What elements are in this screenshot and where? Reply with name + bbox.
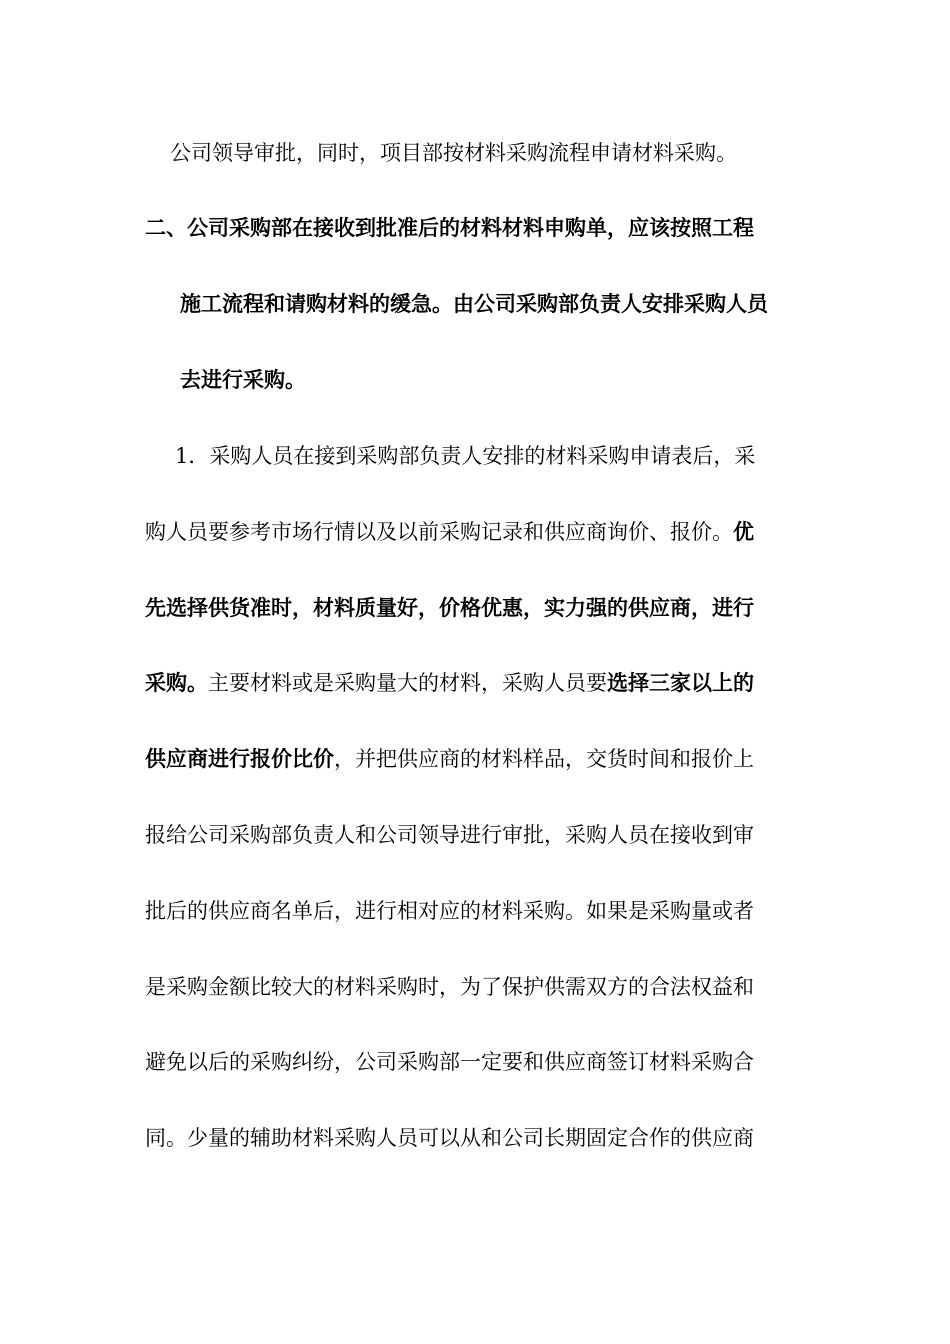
paragraph-line [145,1123,754,1153]
text-run: 同。少量的辅助材料采购人员可以从和公司长期固定合作的供应商 [145,1126,754,1150]
paragraph-line [145,668,754,698]
paragraph-line [145,972,754,1002]
text-run: 购人员要参考市场行情以及以前采购记录和供应商询价、报价。 [145,520,733,544]
section-heading-line [180,289,768,319]
emphasis-run: 供应商进行报价比价 [145,746,334,771]
text-run: 批后的供应商名单后，进行相对应的材料采购。如果是采购量或者 [145,899,754,923]
text-run: 施工流程和请购材料的缓急。由公司采购部负责人安排采购人员 [180,291,768,316]
paragraph-line [145,1047,754,1077]
paragraph-line [175,441,755,471]
paragraph-line [145,593,754,623]
emphasis-run: 先选择供货准时，材料质量好，价格优惠，实力强的供应商，进行 [145,595,754,620]
paragraph-line [145,517,754,547]
paragraph-line [145,820,754,850]
section-heading-line [180,365,306,395]
text-run: 公司领导审批，同时，项目部按材料采购流程申请材料采购。 [170,141,737,165]
text-run: 报给公司采购部负责人和公司领导进行审批，采购人员在接收到审 [145,823,754,847]
text-run: 去进行采购。 [180,367,306,392]
text-run: 避免以后的采购纠纷，公司采购部一定要和供应商签订材料采购合 [145,1050,754,1074]
section-heading-line [145,213,754,243]
text-run: ，并把供应商的材料样品，交货时间和报价上 [334,747,754,771]
paragraph-line [145,896,754,926]
emphasis-run: 选择三家以上的 [607,670,754,695]
text-run: 是采购金额比较大的材料采购时，为了保护供需双方的合法权益和 [145,975,754,999]
text-run: 主要材料或是采购量大的材料，采购人员要 [208,671,607,695]
text-run: 二、公司采购部在接收到批准后的材料材料申购单，应该按照工程 [145,215,754,240]
text-run: 1．采购人员在接到采购部负责人安排的材料采购申请表后，采 [175,444,756,468]
emphasis-run: 采购。 [145,670,208,695]
paragraph-line [170,138,737,168]
paragraph-line [145,744,754,774]
emphasis-run: 优 [733,519,754,544]
